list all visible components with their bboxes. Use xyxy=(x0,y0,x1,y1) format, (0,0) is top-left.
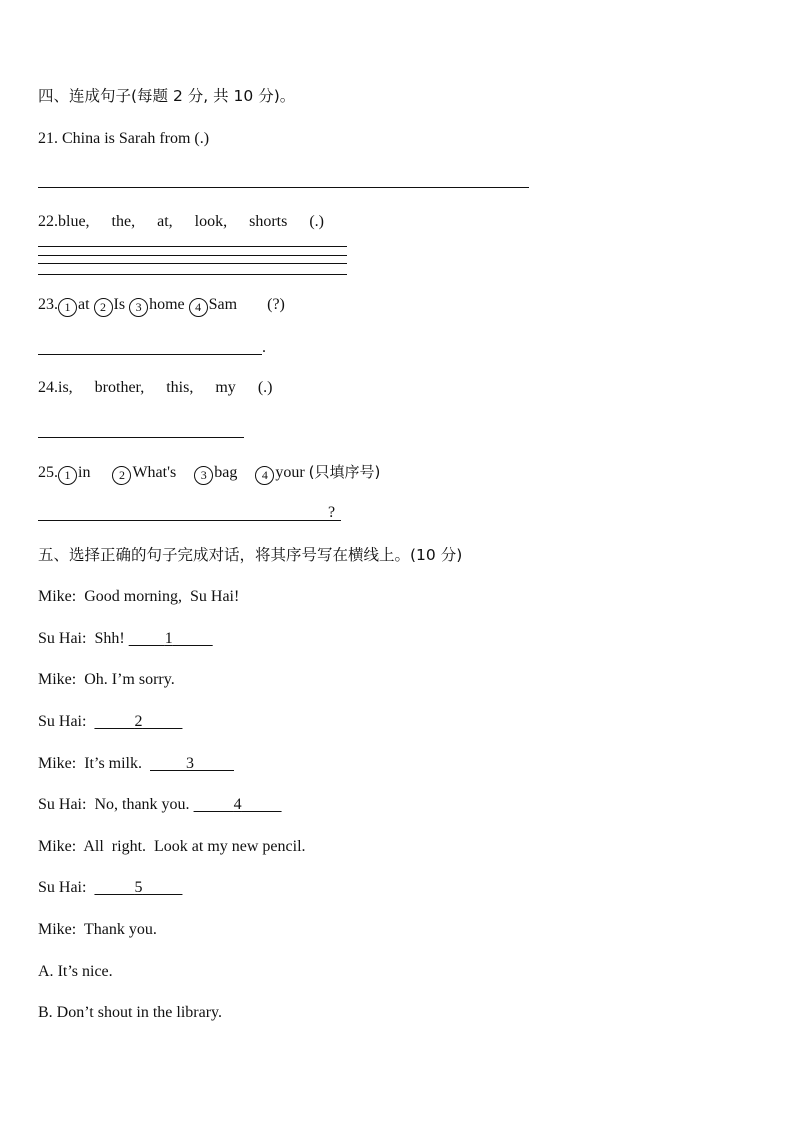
blank-number: 5 xyxy=(134,879,143,896)
question-25: 25. 1 in 2 What's 3 bag 4 your (只填序号) xyxy=(38,462,380,485)
speaker: Mike: xyxy=(38,755,77,772)
dialogue-text: No, thank you. xyxy=(94,796,190,813)
dialogue-text: Good morning, Su Hai! xyxy=(84,588,240,605)
dialogue-text: It’s milk. xyxy=(84,755,142,772)
blank-number: 3 xyxy=(186,755,194,772)
blank-number: 4 xyxy=(233,796,242,813)
word: What's xyxy=(132,464,177,481)
word: look, xyxy=(194,213,228,230)
question-number: 24 xyxy=(38,379,54,396)
dialogue-text: Oh. I’m sorry. xyxy=(84,671,175,688)
dialogue-text: Shh! xyxy=(94,630,125,647)
dialogue-line xyxy=(38,670,175,690)
blank-number: 1 xyxy=(164,630,173,647)
dialogue-line xyxy=(38,878,182,898)
word: the, xyxy=(111,213,136,230)
end-mark: . xyxy=(262,339,266,356)
end-mark: ? xyxy=(328,504,336,521)
option-b xyxy=(38,1003,222,1023)
word: brother, xyxy=(94,379,145,396)
question-21 xyxy=(38,129,209,149)
section5-heading: 五、选择正确的句子完成对话，将其序号写在横线上。(10 分) xyxy=(38,546,463,564)
option-label: B. xyxy=(38,1004,53,1021)
dialogue-line xyxy=(38,920,157,940)
circled-number: 4 xyxy=(255,466,274,485)
dialogue-line xyxy=(38,712,182,732)
answer-line-24[interactable] xyxy=(38,437,244,438)
punctuation-hint: (?) xyxy=(267,296,285,313)
question-number: 25 xyxy=(38,464,54,481)
answer-line-23[interactable] xyxy=(38,354,262,355)
answer-blank[interactable] xyxy=(194,796,282,813)
dialogue-line xyxy=(38,837,306,857)
speaker: Su Hai: xyxy=(38,630,87,647)
word: blue, xyxy=(58,213,90,230)
answer-blank[interactable] xyxy=(94,879,182,896)
dialogue-line xyxy=(38,587,239,607)
speaker: Su Hai: xyxy=(38,713,87,730)
answer-blank[interactable] xyxy=(129,630,213,647)
question-text: . China is Sarah from (.) xyxy=(54,130,210,147)
answer-blank[interactable] xyxy=(150,755,234,772)
section4-heading: 四、连成句子(每题 2 分, 共 10 分)。 xyxy=(38,87,296,105)
writing-line-2[interactable] xyxy=(38,255,347,256)
dialogue-line xyxy=(38,795,282,815)
speaker: Mike: xyxy=(38,588,77,605)
answer-line-21[interactable] xyxy=(38,187,529,188)
word: in xyxy=(78,464,91,481)
word: my xyxy=(215,379,236,396)
option-a xyxy=(38,962,113,982)
circled-number: 1 xyxy=(58,466,77,485)
dialogue-text: Thank you. xyxy=(83,921,157,938)
dialogue-line xyxy=(38,754,234,774)
word: Is xyxy=(113,296,126,313)
answer-line-25[interactable] xyxy=(38,520,341,521)
instruction-note: (只填序号) xyxy=(308,463,381,481)
option-text: Don’t shout in the library. xyxy=(56,1004,222,1021)
dialogue-text: All right. Look at my new pencil. xyxy=(83,838,306,855)
speaker: Mike: xyxy=(38,671,77,688)
speaker: Mike: xyxy=(38,921,77,938)
blank-number: 2 xyxy=(134,713,143,730)
speaker: Su Hai: xyxy=(38,796,87,813)
option-text: It’s nice. xyxy=(57,963,113,980)
circled-number: 4 xyxy=(189,298,208,317)
word: your xyxy=(275,464,305,481)
circled-number: 1 xyxy=(58,298,77,317)
speaker: Mike: xyxy=(38,838,77,855)
writing-line-1[interactable] xyxy=(38,246,347,247)
word: is, xyxy=(58,379,73,396)
word: home xyxy=(149,296,185,313)
circled-number: 3 xyxy=(129,298,148,317)
question-22: 22.blue, the, at, look, shorts (.) xyxy=(38,213,324,230)
speaker: Su Hai: xyxy=(38,879,87,896)
word: (.) xyxy=(257,379,273,396)
word: Sam xyxy=(208,296,238,313)
question-number: 23 xyxy=(38,296,54,313)
circled-number: 2 xyxy=(112,466,131,485)
word: shorts xyxy=(249,213,288,230)
dialogue-line xyxy=(38,629,213,649)
word: at, xyxy=(157,213,173,230)
option-label: A. xyxy=(38,963,54,980)
word: bag xyxy=(214,464,238,481)
word: (.) xyxy=(309,213,324,230)
word: at xyxy=(78,296,90,313)
writing-line-3[interactable] xyxy=(38,263,347,264)
circled-number: 2 xyxy=(94,298,113,317)
question-24: 24.is, brother, this, my (.) xyxy=(38,379,273,396)
writing-line-4[interactable] xyxy=(38,274,347,275)
answer-blank[interactable] xyxy=(94,713,182,730)
circled-number: 3 xyxy=(194,466,213,485)
question-number: 22 xyxy=(38,213,54,230)
word: this, xyxy=(166,379,194,396)
question-number: 21 xyxy=(38,130,54,147)
question-23: 23. 1 at 2 Is 3 home 4 Sam (?) xyxy=(38,295,285,317)
